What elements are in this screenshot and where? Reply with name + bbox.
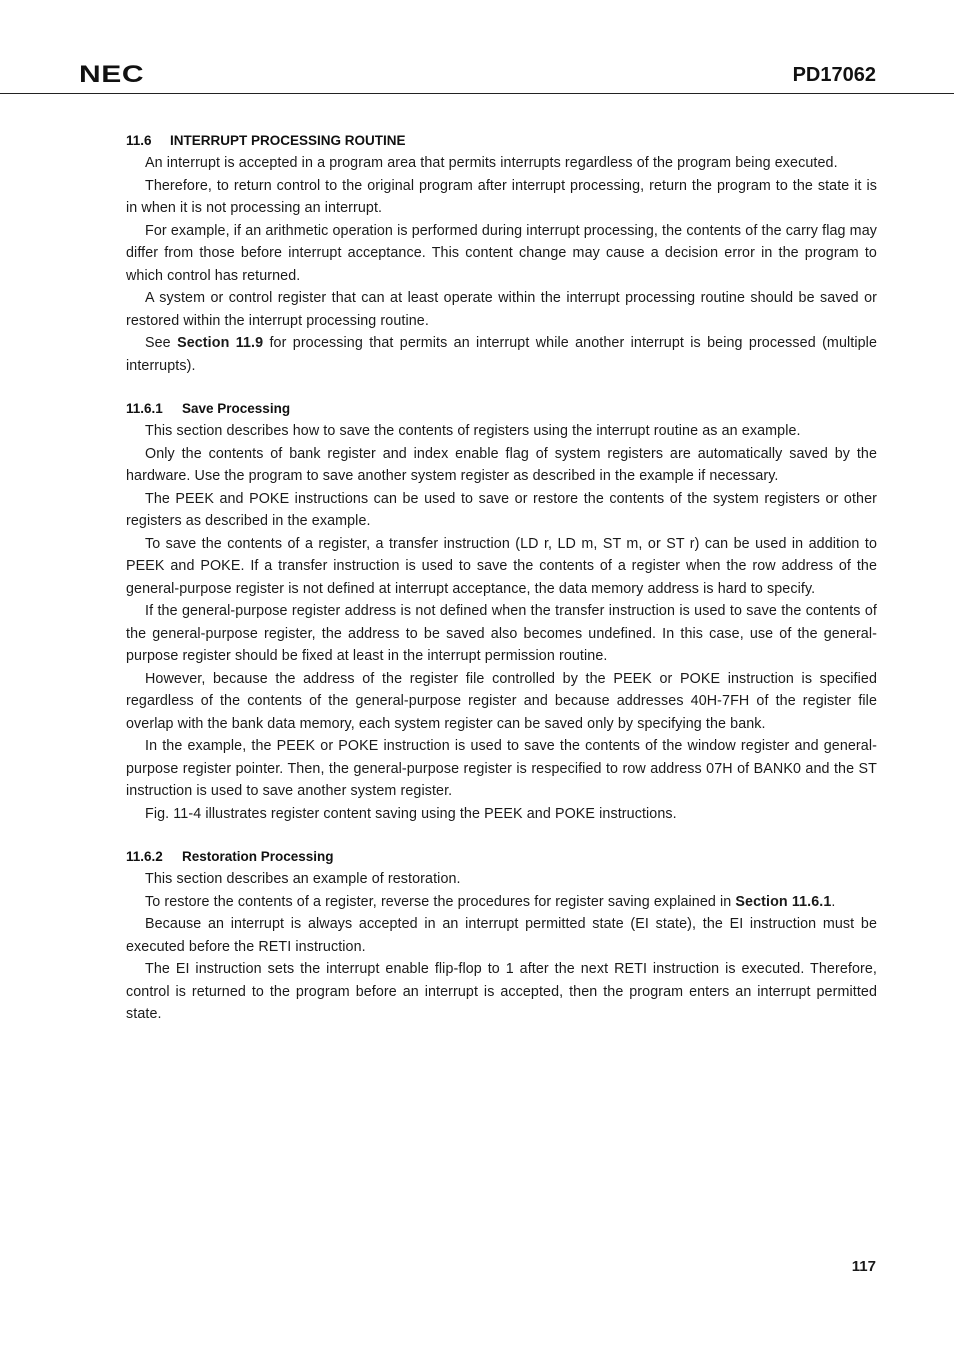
section-title: INTERRUPT PROCESSING ROUTINE: [170, 133, 406, 148]
paragraph: If the general-purpose register address is not defined when the transfer instruction is used to save the contents of the general-purpose register, the address to be saved also becomes undefined. In this case, use of the general-purpose register should be fixed at least in the interrupt permission routine.: [126, 603, 877, 664]
section-number: 11.6: [126, 133, 152, 148]
subsection-heading: [126, 846, 877, 868]
paragraph: This section describes an example of restoration.: [145, 871, 461, 887]
paragraph: Therefore, to return control to the original program after interrupt processing, return the program to the state it is in when it is not processing an interrupt.: [126, 177, 877, 216]
nec-logo: NEC: [79, 61, 145, 88]
paragraph: An interrupt is accepted in a program area that permits interrupts regardless of the program being executed.: [145, 155, 838, 171]
text: See: [145, 335, 178, 351]
section-reference: Section 11.6.1: [735, 893, 832, 910]
paragraph: [126, 332, 877, 377]
paragraph: The EI instruction sets the interrupt enable flip-flop to 1 after the next RETI instruction is executed. Therefore, control is returned to the program before an interrupt is accepted, then the program enters an interrupt permitted state.: [126, 961, 877, 1022]
subsection-number: 11.6.2: [126, 849, 163, 864]
paragraph: Fig. 11-4 illustrates register content saving using the PEEK and POKE instructions.: [145, 805, 677, 822]
header-rule: [0, 93, 954, 94]
section-reference: Section 11.9: [177, 335, 264, 351]
subsection-title: Save Processing: [182, 401, 291, 416]
page-body: [126, 130, 877, 1026]
subsection-heading: [126, 398, 877, 420]
section-heading: [126, 130, 877, 152]
paragraph: To save the contents of a register, a transfer instruction (LD r, LD m, ST m, or ST r) can be used in addition to PEEK and POKE. If a transfer instruction is used to save the contents of a register when the row address of the general-purpose register is not defined at interrupt acceptance, the data memory address is hard to specify.: [126, 535, 877, 597]
paragraph: [126, 891, 877, 914]
page-number: 117: [851, 1258, 876, 1275]
paragraph: However, because the address of the register file controlled by the PEEK or POKE instruction is specified regardless of the contents of the general-purpose register and because addresses 40H-7FH of the register file overlap with the bank data memory, each system register can be saved only by specifying the bank.: [126, 670, 877, 732]
text: To restore the contents of a register, reverse the procedures for register saving explained in: [145, 893, 736, 910]
paragraph: This section describes how to save the contents of registers using the interrupt routine as an example.: [145, 423, 801, 439]
text: .: [831, 893, 836, 910]
spacer: [126, 377, 877, 398]
paragraph: The PEEK and POKE instructions can be used to save or restore the contents of the system registers or other registers as described in the example.: [126, 490, 877, 529]
subsection-number: 11.6.1: [126, 401, 163, 416]
subsection-title: Restoration Processing: [182, 849, 334, 864]
paragraph: A system or control register that can at least operate within the interrupt processing routine should be saved or restored within the interrupt processing routine.: [126, 290, 877, 329]
spacer: [126, 825, 877, 846]
paragraph: Because an interrupt is always accepted in an interrupt permitted state (EI state), the EI instruction must be executed before the RETI instruction.: [126, 916, 877, 955]
paragraph: For example, if an arithmetic operation is performed during interrupt processing, the contents of the carry flag may differ from those before interrupt acceptance. This content change may cause a decision error in the program to which control has returned.: [126, 222, 877, 284]
document-id: PD17062: [792, 64, 876, 86]
paragraph: In the example, the PEEK or POKE instruction is used to save the contents of the window register and general-purpose register pointer. Then, the general-purpose register is respecified to row address 07H of BANK0 and the ST instruction is used to save another system register.: [126, 738, 877, 799]
paragraph: Only the contents of bank register and index enable flag of system registers are automatically saved by the hardware. Use the program to save another system register as described in the example if necessary.: [126, 445, 877, 484]
text: for processing that permits an interrupt while another interrupt is being processed (multiple interrupts).: [126, 335, 877, 374]
